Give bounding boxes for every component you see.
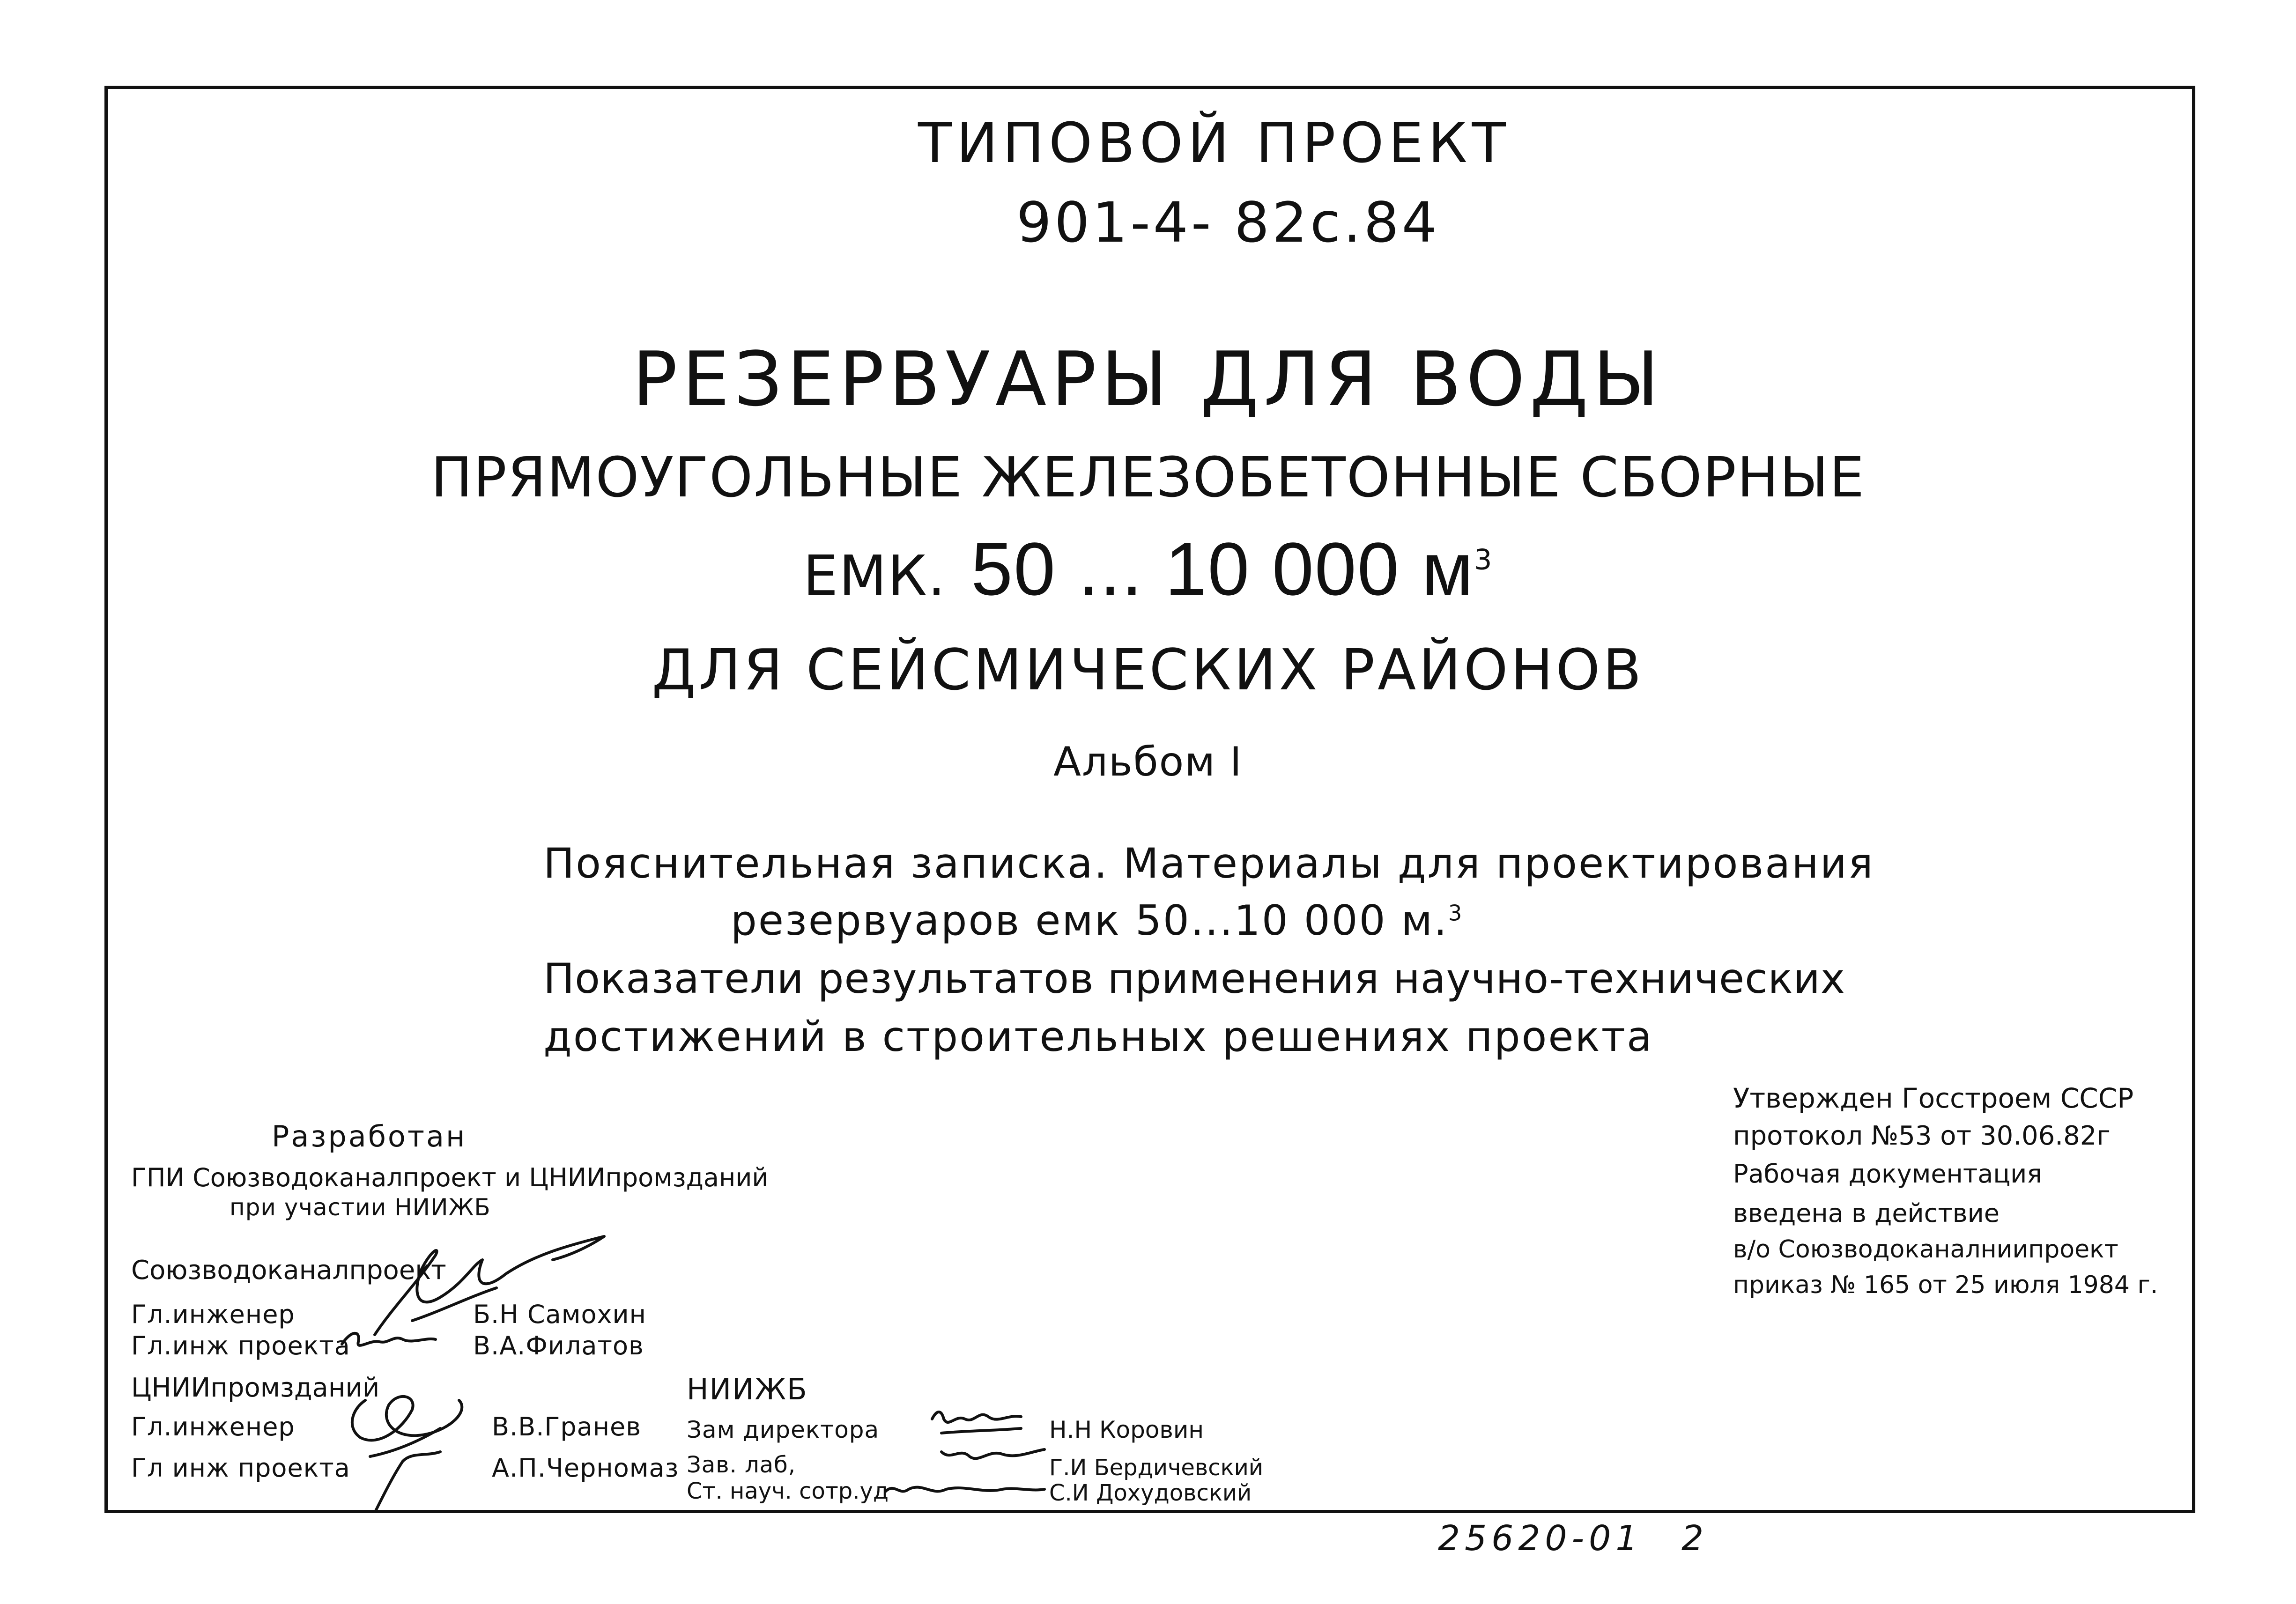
org3-lab-head-role: Зав. лаб, (687, 1452, 796, 1478)
approval-line-3: Рабочая документация (1733, 1159, 2042, 1189)
album-label: Альбом I (1053, 739, 1243, 785)
developed-org-line: ГПИ Союзводоканалпроект и ЦНИИпромзданий (131, 1163, 769, 1192)
contents-line-2-text: резервуаров емк 50...10 000 м. (731, 896, 1448, 945)
org3-researcher-role: Ст. науч. сотр.уд (687, 1478, 889, 1504)
org3-deputy-name: Н.Н Коровин (1049, 1416, 1204, 1443)
subtitle: ПРЯМОУГОЛЬНЫЕ ЖЕЛЕЗОБЕТОННЫЕ СБОРНЫЕ (430, 445, 1866, 510)
org1-chief-engineer-name: Б.Н Самохин (473, 1300, 646, 1329)
page-number: 2 (1681, 1518, 1706, 1559)
signature-project-engineer-1 (337, 1325, 440, 1358)
project-type: ТИПОВОЙ ПРОЕКТ (918, 111, 1511, 175)
capacity-superscript: 3 (1474, 543, 1493, 577)
approval-line-1: Утвержден Госстроем СССР (1733, 1082, 2134, 1114)
contents-line-4: достижений в строительных решениях проекта (543, 1013, 1653, 1061)
org2-chief-engineer-name: В.В.Гранев (492, 1412, 642, 1441)
region-title: ДЛЯ СЕЙСМИЧЕСКИХ РАЙОНОВ (652, 638, 1644, 703)
contents-line-2 (731, 896, 1464, 945)
signature-deputy-director (927, 1405, 1030, 1442)
org2-name: ЦНИИпромзданий (131, 1373, 380, 1403)
project-number: 901-4- 82с.84 (1016, 190, 1440, 255)
org1-chief-engineer-role: Гл.инженер (131, 1300, 295, 1329)
org1-project-engineer-name: В.А.Филатов (473, 1331, 644, 1360)
org3-lab-head-name: Г.И Бердичевский (1049, 1455, 1263, 1481)
approval-line-6: приказ № 165 от 25 июля 1984 г. (1733, 1271, 2158, 1299)
capacity-prefix: ЕМК. (803, 543, 947, 608)
signature-lab-head (937, 1442, 1049, 1471)
signature-chief-engineer-2 (337, 1382, 487, 1513)
org3-researcher-name: С.И Дохудовский (1049, 1480, 1252, 1506)
org2-chief-engineer-role: Гл.инженер (131, 1412, 295, 1441)
org1-project-engineer-role: Гл.инж проекта (131, 1331, 350, 1360)
approval-line-5: в/о Союзводоканалниипроект (1733, 1235, 2118, 1264)
approval-line-4: введена в действие (1733, 1198, 2000, 1228)
org2-project-engineer-name: А.П.Черномаз (492, 1453, 679, 1483)
approval-line-2: протокол №53 от 30.06.82г (1733, 1121, 2111, 1151)
org3-deputy-role: Зам директора (687, 1416, 880, 1443)
capacity-value: 50 ... 10 000 м (971, 527, 1474, 611)
developed-heading: Разработан (272, 1119, 467, 1153)
developed-participation: при участии НИИЖБ (230, 1194, 491, 1221)
signature-researcher (881, 1475, 1049, 1503)
contents-line-3: Показатели результатов применения научно-технических (543, 954, 1845, 1003)
capacity-line (0, 527, 2296, 611)
contents-line-2-superscript: 3 (1448, 900, 1464, 926)
contents-line-1: Пояснительная записка. Материалы для проектирования (543, 839, 1874, 887)
org2-project-engineer-role: Гл инж проекта (131, 1453, 350, 1483)
main-title: РЕЗЕРВУАРЫ ДЛЯ ВОДЫ (632, 335, 1664, 423)
org1-name: Союзводоканалпроект (131, 1255, 446, 1286)
sheet-code: 25620-01 (1438, 1518, 1643, 1559)
org3-name: НИИЖБ (687, 1372, 808, 1406)
